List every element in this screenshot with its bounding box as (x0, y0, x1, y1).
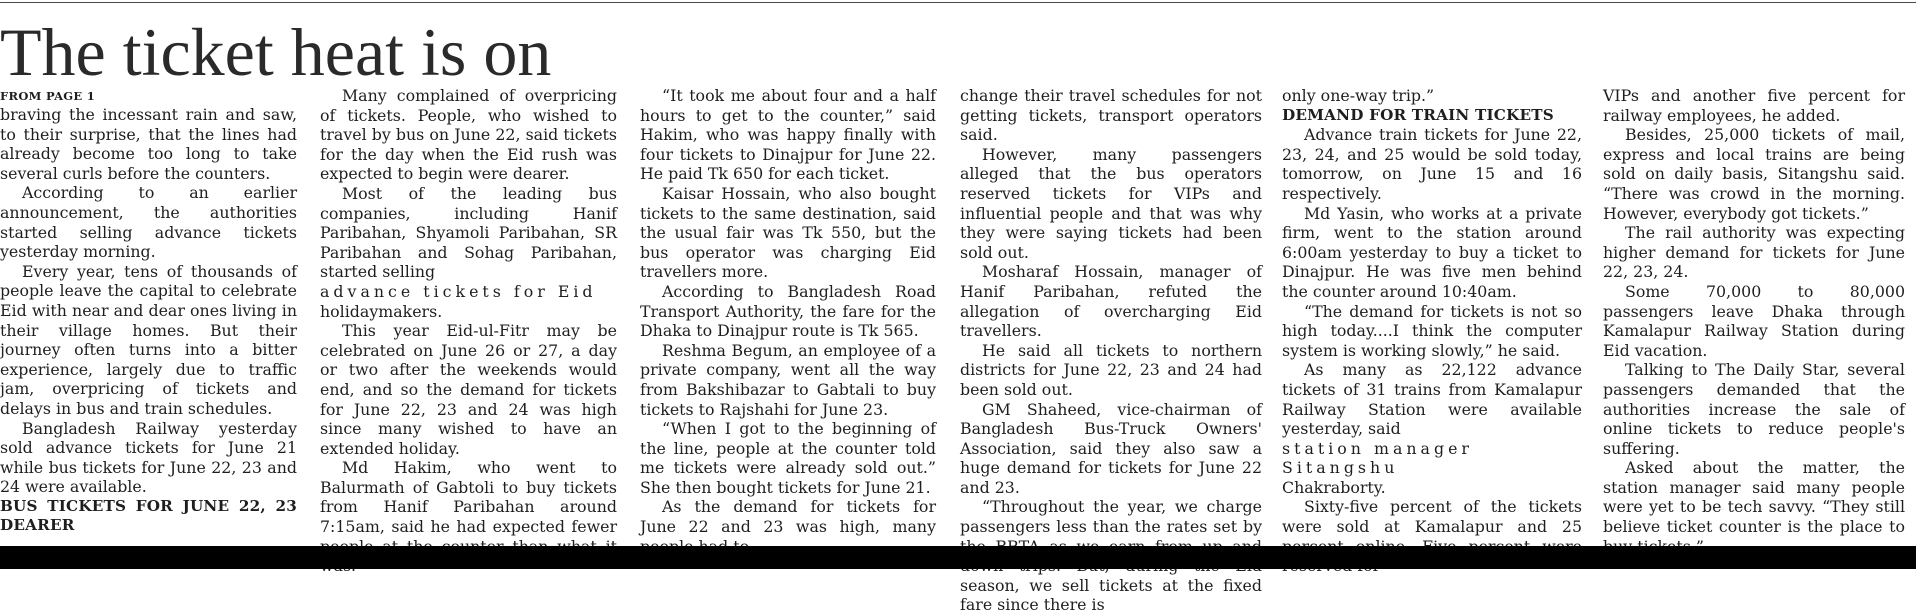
paragraph: Asked about the matter, the station manager said many people were yet to be tech savvy. “They still believe ticket counter is the place to (1603, 458, 1905, 537)
paragraph: VIPs and another five percent for railway employees, he added. (1603, 86, 1905, 125)
paragraph: change their travel schedules for not getting tickets, transport operators said. (960, 86, 1262, 145)
paragraph: Many complained of overpricing of tickets. People, who wished to travel by bus on June 22, said tickets for the day when the Eid rush was expected to begin were dearer. (320, 86, 617, 184)
paragraph: Reshma Begum, an employee of a private company, went all the way from Bakshibazar to Gabtali to buy tickets to Rajshahi for June 23. (640, 340, 936, 419)
paragraph: Md Hakim, who went to Balurmath of Gabtoli to buy tickets from Hanif Paribahan around 7:15am, said he had expected fewer (320, 458, 617, 537)
paragraph: Some 70,000 to 80,000 passengers leave Dhaka through Kamalapur Railway Station during Eid vacation. (1603, 281, 1905, 360)
paragraph: He said all tickets to northern districts for June 22, 23 and 24 had been sold out. (960, 340, 1262, 399)
kicker-from-page: FROM PAGE 1 (0, 89, 96, 103)
article-column-2 (320, 86, 617, 544)
bottom-black-bar (0, 546, 1916, 569)
paragraph: Mosharaf Hossain, manager of Hanif Paribahan, refuted the allegation of overcharging Eid travellers. (960, 262, 1262, 341)
paragraph: Talking to The Daily Star, several passengers demanded that the authorities increase the sale of online tickets to reduce people's suffering. (1603, 360, 1905, 458)
paragraph: Every year, tens of thousands of people leave the capital to celebrate Eid with near and dear ones living in their village homes. But their journey often turns into a bitter experience, largely due to traffic jam, overpricing of tickets and delays in bus and train schedules. (0, 261, 297, 418)
paragraph: braving the incessant rain and saw, to their surprise, that the lines had already become too long to take several curls before the counters. (0, 105, 297, 183)
paragraph: According to an earlier announcement, the authorities started selling advance tickets yesterday morning. (0, 183, 297, 262)
paragraph: However, many passengers alleged that the bus operators reserved tickets for VIPs and influential people and that was why they were saying tickets had been sold out. (960, 144, 1262, 262)
paragraph: Kaisar Hossain, who also bought tickets to the same destination, said the usual fair was Tk 550, but the bus operator was charging Eid travellers more. (640, 183, 936, 282)
paragraph: only one-way trip.” (1282, 86, 1435, 105)
article-column-3 (640, 86, 936, 544)
paragraph: “Throughout the year, we charge passengers less than the rates set by season, we sell tickets at the fixed fare since there is (960, 497, 1262, 615)
paragraph: “When I got to the beginning of the line, people at the counter told me tickets were already sold out.” She then bought tickets for June 21. (640, 419, 936, 497)
paragraph: This year Eid-ul-Fitr may be celebrated on June 26 or 27, a day or two after the weekends would end, and so the demand for tickets for June 22, 23 and 24 was high since many wished to have an extended holiday. (320, 321, 617, 458)
headline: The ticket heat is on (0, 14, 552, 90)
paragraph-continued: advance tickets for Eid (320, 281, 597, 301)
paragraph: The rail authority was expecting higher demand for tickets for June 22, 23, 24. (1603, 223, 1905, 282)
article-column-6 (1603, 86, 1905, 544)
paragraph: “It took me about four and a half hours to get to the counter,” said Hakim, who was happy finally with four tickets to Dinajpur for June 22. He paid Tk 650 for each ticket. (640, 86, 936, 184)
paragraph: As the demand for tickets for June 22 and 23 was high, many (640, 497, 936, 537)
paragraph: According to Bangladesh Road Transport Authority, the fare for the Dhaka to Dinajpur route is Tk 565. (640, 281, 936, 341)
subhead: DEMAND FOR TRAIN TICKETS (1282, 105, 1554, 124)
subhead: BUS TICKETS FOR JUNE 22, 23 DEARER (0, 496, 297, 535)
paragraph-continued: holidaymakers. (320, 301, 443, 321)
paragraph-continued: Chakraborty. (1282, 477, 1386, 497)
paragraph: Sixty-five percent of the tickets were sold at Kamalapur and 25 (1282, 497, 1582, 537)
paragraph: As many as 22,122 advance tickets of 31 trains from Kamalapur Railway Station were available yesterday, said (1282, 360, 1582, 439)
paragraph: Most of the leading bus companies, including Hanif Paribahan, Shyamoli Paribahan, SR Paribahan and Sohag Paribahan, started selling (320, 183, 617, 282)
paragraph: Advance train tickets for June 22, 23, 24, and 25 would be sold today, tomorrow, on June 15 and 16 respectively. (1282, 125, 1582, 203)
article-column-5 (1282, 86, 1582, 544)
article-column-4 (960, 86, 1262, 615)
article-column-1 (0, 86, 297, 544)
paragraph: Besides, 25,000 tickets of mail, express and local trains are being sold on daily basis, Sitangshu said. “There was crowd in the morning. However, everybody got tickets.” (1603, 125, 1905, 223)
paragraph-continued: station manager Sitangshu (1282, 438, 1473, 478)
top-rule (0, 2, 1916, 3)
paragraph: GM Shaheed, vice-chairman of Bangladesh Bus-Truck Owners' Association, said they also saw a huge demand for tickets for June 22 and 23. (960, 399, 1262, 497)
paragraph: Md Yasin, who works at a private firm, went to the station around 6:00am yesterday to buy a ticket to Dinajpur. He was five men behind the counter around 10:40am. (1282, 203, 1582, 301)
paragraph: “The demand for tickets is not so high today....I think the computer system is working slowly,” he said. (1282, 301, 1582, 360)
paragraph: Bangladesh Railway yesterday sold advance tickets for June 21 while bus tickets for June 22, 23 and 24 were available. (0, 418, 297, 497)
